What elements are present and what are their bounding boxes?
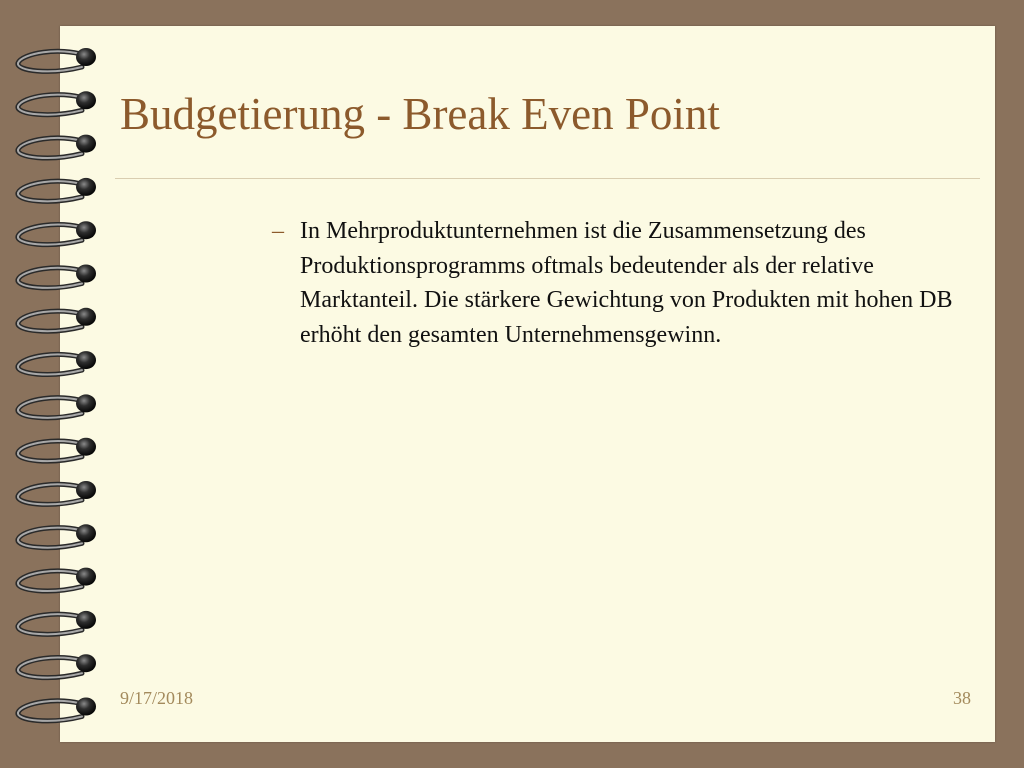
- title-divider: [115, 178, 980, 179]
- bullet-item: [272, 214, 982, 352]
- page-number: 38: [953, 688, 971, 708]
- notebook-page: [60, 26, 995, 742]
- footer-date: 9/17/2018: [120, 688, 194, 708]
- bullet-dash: –: [272, 218, 284, 244]
- slide-title: Budgetierung - Break Even Point: [120, 89, 720, 139]
- bullet-text: In Mehrproduktunternehmen ist die Zusammensetzung des Produktionsprogramms oftmals bedeutender als der relative Marktanteil. Die stärkere Gewichtung von Produkten mit hohen DB erhöht den gesamten Unternehmensgewinn.: [300, 218, 953, 348]
